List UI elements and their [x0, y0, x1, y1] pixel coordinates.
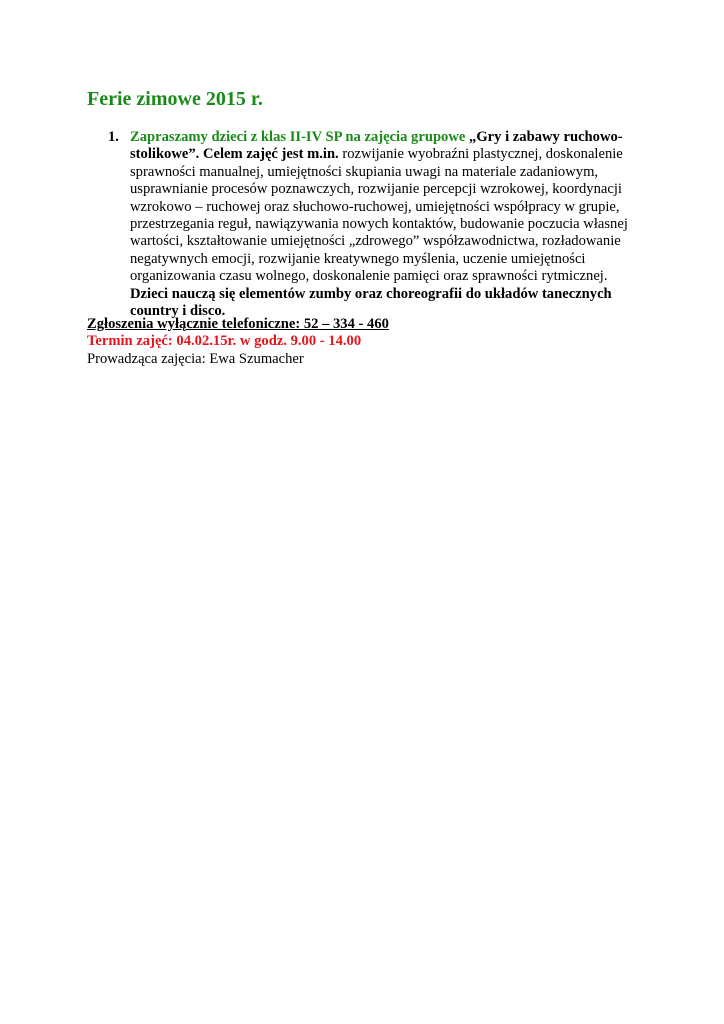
activity-term: Termin zajęć: 04.02.15r. w godz. 9.00 - 14.00 [87, 333, 362, 350]
invitation-text: Zapraszamy dzieci z klas II-IV SP na zajęcia grupowe [130, 129, 470, 145]
instructor-name: Prowadząca zajęcia: Ewa Szumacher [87, 350, 304, 367]
activity-name: „Gry i zabawy ruchowo-stolikowe”. Celem zajęć jest m.in. [130, 129, 623, 163]
activity-description: rozwijanie wyobraźni plastycznej, doskonalenie sprawności manualnej, umiejętności skupiania uwagi na materiale zadaniowym, usprawnianie procesów poznawczych, rozwijanie percepcji wzrokowej, koordynacji wzrokowo – ruchowej oraz słuchowo-ruchowej, umiejętności współpracy w grupie, przestrzegania reguł, nawiązywania nowych kontaktów, budowanie poczucia własnej wartości, kształtowanie umiejętności „zdrowego” współzawodnictwa, rozładowanie negatywnych emocji, rozwijanie kreatywnego myślenia, uczenie umiejętności organizowania czasu wolnego, doskonalenie pamięci oraz sprawności rytmicznej. [130, 146, 628, 285]
activity-list [108, 129, 633, 320]
dance-note: Dzieci nauczą się elementów zumby oraz choreografii do układów tanecznych country i disco. [130, 285, 612, 320]
registration-phone: Zgłoszenia wyłącznie telefoniczne: 52 – 334 - 460 [87, 316, 389, 332]
list-item [108, 129, 633, 320]
document-title: Ferie zimowe 2015 r. [87, 88, 263, 110]
list-item-number: 1. [108, 129, 119, 145]
footer-info [87, 316, 647, 368]
